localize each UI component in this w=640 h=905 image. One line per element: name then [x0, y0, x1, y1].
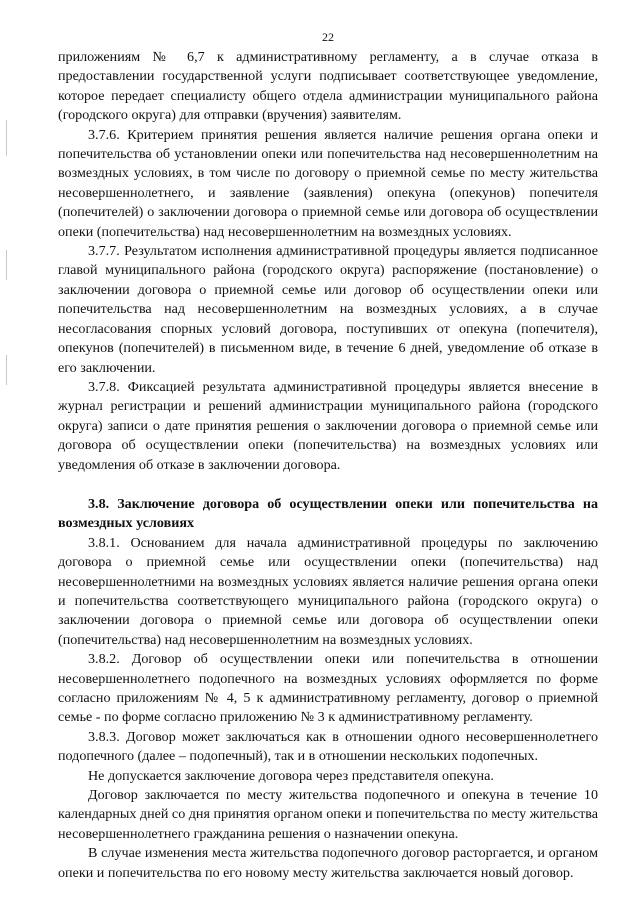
- paragraph-3-8-2: 3.8.2. Договор об осуществлении опеки или попечительства в отношении несовершеннолетнего подопечного на возмездных условиях оформляется по форме согласно приложениям № 4, 5 к административному регламенту, договор о приемной семье - по форме согласно приложению № 3 к административному регламенту.: [58, 651, 598, 726]
- paragraph-no-representative: Не допускается заключение договора через представителя опекуна.: [88, 767, 494, 784]
- section-heading-3-8: 3.8. Заключение договора об осуществлении опеки или попечительства на возмездных условиях: [58, 495, 598, 532]
- scan-margin-mark: [6, 250, 7, 280]
- scan-margin-mark: [6, 355, 7, 385]
- paragraph-3-7-6: 3.7.6. Критерием принятия решения является наличие решения органа опеки и попечительства об установлении опеки или попечительства над несовершеннолетним на возмездных условиях, в том числе по договору о приемной семье по месту жительства несовершеннолетнего, и заявление (заявления) опекуна (опекунов) попечителя (попечителей) о заключении договора о приемной семье или договора об осуществлении опеки (попечительства) над несовершеннолетним на возмездных условиях.: [58, 126, 598, 240]
- scan-margin-mark: [6, 120, 7, 156]
- paragraph-3-8-3: 3.8.3. Договор может заключаться как в отношении одного несовершеннолетнего подопечного (далее – подопечный), так и в отношении нескольких подопечных.: [58, 728, 598, 765]
- paragraph-3-7-8: 3.7.8. Фиксацией результата административной процедуры является внесение в журнал регистрации и решений администрации муниципального района (городского округа) записи о дате принятия решения о заключении договора о приемной семье или договора об осуществлении опеки (попечительства) на возмездных условиях или уведомления об отказе в заключении договора.: [58, 378, 598, 473]
- paragraph-contract-place: Договор заключается по месту жительства подопечного и опекуна в течение 10 календарных дней со дня принятия органом опеки и попечительства по месту жительства несовершеннолетнего гражданина решения о назначении опекуна.: [58, 787, 598, 842]
- paragraph-3-7-7: 3.7.7. Результатом исполнения административной процедуры является подписанное главой муниципального района (городского округа) распоряжение (постановление) о заключении договора о приемной семье или договор об осуществлении опеки или попечительства над несовершеннолетним на возмездных условиях, а в случае несогласования спорных условий договора, поступивших от опекуна (попечителя), опекунов (попечителей) в письменном виде, в течение 6 дней, уведомление об отказе в его заключении.: [58, 243, 598, 376]
- paragraph-3-8-1: 3.8.1. Основанием для начала административной процедуры по заключению договора о приемной семье или осуществлении опеки (попечительства) над несовершеннолетними на возмездных условиях является наличие решения органа опеки и попечительства соответствующего муниципального района (городского округа) о заключении договора о приемной семье или договора об осуществлении опеки (попечительства) над несовершеннолетним на возмездных условиях.: [58, 534, 598, 648]
- page-number: 22: [322, 30, 334, 44]
- paragraph-residence-change: В случае изменения места жительства подопечного договор расторгается, и органом опеки и попечительства по его новому месту жительства заключается новый договор.: [58, 845, 598, 881]
- paragraph-continuation: приложениям № 6,7 к административному регламенту, а в случае отказа в предоставлении государственной услуги подписывает соответствующее уведомление, которое передает специалисту общего отдела администрации муниципального района (городского округа) для отправки (вручения) заявителям.: [58, 49, 598, 124]
